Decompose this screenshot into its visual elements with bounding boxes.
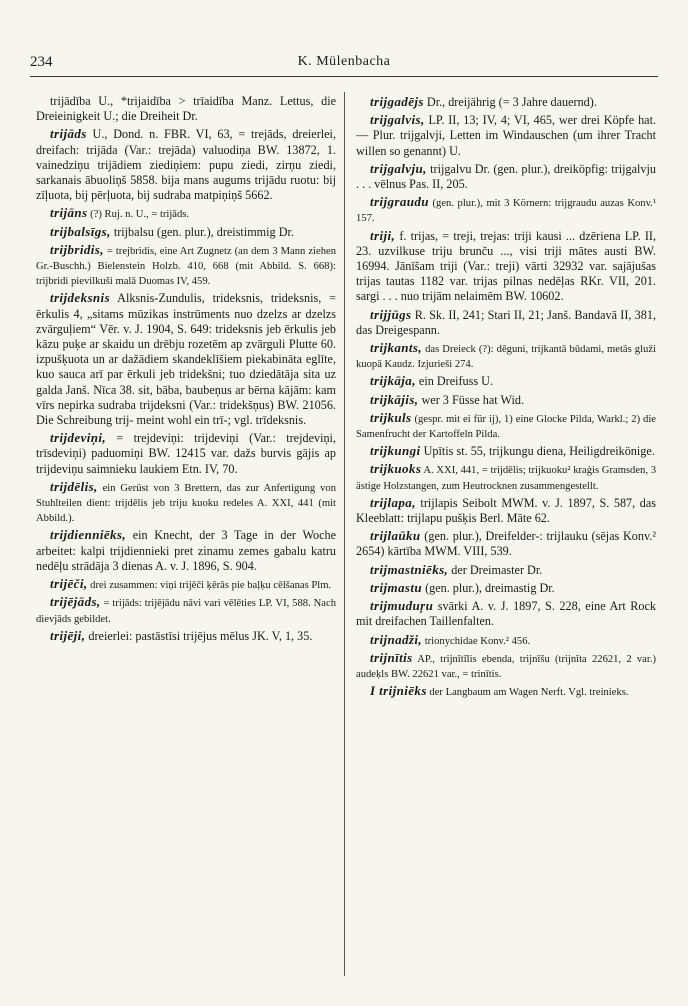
entry-text: (gespr. mit ei für ij), 1) eine Glocke Pilda, Warkl.; 2) die Samenfrucht der Kartoffeln Pilda.	[356, 413, 656, 441]
dictionary-entry	[36, 205, 336, 221]
entry-text: trijbalsu (gen. plur.), dreistimmig Dr.	[110, 224, 294, 239]
entry-text: AP., trijnītīlis ebenda, trijnīšu (trijnīta 22621, 2 var.) audeķls BW. 22621 var., = trinītis.	[356, 653, 656, 680]
right-column	[356, 94, 656, 701]
entry-headword: trijāds	[50, 126, 87, 142]
dictionary-entry	[356, 683, 656, 699]
entry-text: der Langbaum am Wagen Nerft. Vgl. treinieks.	[426, 687, 629, 699]
dictionary-entry	[356, 112, 656, 159]
entry-headword: trijbridis,	[50, 241, 104, 257]
entry-text: trionychidae Konv.² 456.	[422, 635, 531, 647]
dictionary-entry	[356, 392, 656, 408]
dictionary-entry	[356, 495, 656, 526]
entry-text: (gen. plur.), mit 3 Körnern: trijgraudu auzas Konv.¹ 157.	[356, 198, 656, 225]
entry-text: Alksnis-Zundulis, trideksnis, trideksnis, = ērkulis 4, „sitams mūzikas instrūments nuo dzelzs ar dzelzs zvārguļiem“ Vēr. v. J. 1904, S. 649: trideksnis jeb ērkulis jeb kāzu puķe ar skaidu un drēbju rozetēm ap zvārguli Plutte 60. izpušķuota un ar dažādiem skandeklīšiem piekabināta eglīte, kuo sauca arī par ērkuli jeb tridekšni; tuo dziedātāja sita uz galda Janš. Nīca 38. sit, bāba, baubeņus ar bērna kājām: kam vīrs nepirka sudraba trijdeksni (Var.: tridekšņus) BW. 21056. Die Schreibung trij- meint wohl ein trī-; vgl. trīdeksnis.	[36, 291, 336, 428]
entry-headword: I trijniēks	[370, 683, 427, 699]
running-head: K. Mülenbacha	[297, 54, 391, 69]
entry-text: A. XXI, 441, = trijdēlis; trijkuoku² kraģis Gramsden, 3 ästige Holzstangen, zum Heutrocknen zusammengestellt.	[356, 465, 656, 492]
entry-headword: trijbalsīgs,	[50, 223, 111, 239]
entry-text: Upītis st. 55, trijkungu diena, Heiligdreikönige.	[420, 444, 655, 459]
dictionary-entry	[356, 94, 656, 110]
entry-text: f. trijas, = treji, trejas: triji kausi ... dzēriena LP. II, 23. uzvilkuse triju brunču ..., visi triji mātes austi BW. 16994. Jānīšam triji (Var.: treji) vārti 32932 var. sajājušas trijas tautas 1182 var. trijas pilnas nedēļas RKr. VII, 201. sargi . . . nuo trijām nelaimēm BW. 10602.	[356, 228, 656, 304]
dictionary-entry	[36, 628, 336, 644]
entry-text: ein Gerüst von 3 Brettern, das zur Anfertigung von Stuhlteilen dient: trijdēlis jeb triju kuoku redeles A. XXI, 441 (mit Abbild.).	[36, 482, 336, 525]
dictionary-entry	[36, 430, 336, 477]
entry-headword: trijdeviņi,	[50, 430, 107, 446]
dictionary-entry	[356, 340, 656, 371]
column-divider	[344, 92, 345, 976]
entry-headword: trijēči,	[50, 576, 88, 592]
entry-headword: trijkāja,	[370, 373, 416, 389]
entry-text: svārki A. v. J. 1897, S. 228, eine Art Rock mit dreifachen Taillenfalten.	[356, 599, 656, 629]
entry-text: trijgalvu Dr. (gen. plur.), dreiköpfig: trijgalvju . . . vēlnus Pas. II, 205.	[356, 161, 656, 192]
header-rule	[30, 76, 658, 77]
entry-headword: trijēji,	[50, 627, 86, 643]
entry-headword: trijdēlis,	[50, 478, 98, 494]
entry-headword: trijkuls	[370, 409, 412, 425]
entry-text: ein Knecht, der 3 Tage in der Woche arbeitet: kalpi trijdiennieki pret zinamu zemes gabalu katru nedēļu strādāja 3 dienas A. v. J. 1896, S. 904.	[36, 528, 336, 573]
entry-headword: trijdienniēks,	[50, 527, 127, 543]
entry-text: Dr., dreijährig (= 3 Jahre dauernd).	[423, 95, 597, 109]
dictionary-entry	[356, 410, 656, 441]
dictionary-entry	[36, 527, 336, 574]
entry-text: U., Dond. n. FBR. VI, 63, = trejāds, dreierlei, dreifach: trijāda (Var.: trejāda) valuodiņa BW. 13872, 1. vainedziņu trijādiem ziediņiem: pupu ziedi, zirņu ziedi, sarkanais ābuoliņš 5858. bija mans augums trijādu ruotu: bij zīļuota, bij pērļuota, bij sudraba matpiņiņš 5662.	[36, 127, 336, 203]
page-number: 234	[30, 54, 53, 70]
entry-text: das Dreieck (?): dēguni, trijkantā būdami, metās gluži kuopā Kaudz. Izjurieši 274.	[356, 344, 656, 371]
dictionary-entry	[356, 161, 656, 192]
entry-headword: trijdeksnis	[50, 290, 111, 306]
entry-text: drei zusammen: viņi trijēči ķērās pie baļķu cēlšanas Plm.	[87, 580, 332, 592]
entry-headword: trijgalvju,	[370, 160, 427, 176]
dictionary-entry	[356, 443, 656, 459]
entry-headword: triji,	[370, 227, 396, 243]
entry-text: LP. II, 13; IV, 4; VI, 465, wer drei Köpfe hat. — Plur. trijgalvji, Letten im Windauschen (um ihrer Tracht willen so genannt) U.	[356, 113, 656, 158]
dictionary-entry	[36, 290, 336, 428]
entry-headword: trijkājis,	[370, 391, 419, 407]
entry-text: der Dreimaster Dr.	[448, 562, 543, 577]
dictionary-entry	[36, 126, 336, 203]
dictionary-entry	[36, 242, 336, 289]
entry-headword: trijlaūku	[370, 528, 421, 544]
dictionary-entry	[36, 576, 336, 592]
dictionary-entry	[36, 224, 336, 240]
dictionary-entry	[356, 562, 656, 578]
dictionary-entry	[356, 528, 656, 559]
entry-headword: trijkants,	[370, 340, 423, 356]
entry-text: trijādība U., *trijaidība > trīaidība Manz. Lettus, die Dreieinigkeit U.; die Dreiheit Dr.	[36, 94, 336, 124]
entry-headword: trijjūgs	[370, 306, 412, 322]
entry-headword: trijējāds,	[50, 594, 101, 610]
entry-text: (?) Ruj. n. U., = trijāds.	[87, 209, 190, 221]
dictionary-entry	[356, 580, 656, 596]
entry-text: wer 3 Füsse hat Wid.	[418, 392, 525, 407]
entry-headword: trijgraudu	[370, 194, 429, 210]
dictionary-entry	[356, 632, 656, 648]
entry-headword: trijmastu	[370, 579, 423, 595]
entry-headword: trijkungi	[370, 443, 421, 459]
entry-headword: trijlapa,	[370, 494, 416, 510]
entry-headword: trijgadējs	[370, 94, 424, 109]
dictionary-entry	[356, 650, 656, 681]
dictionary-entry	[36, 94, 336, 124]
dictionary-entry	[36, 594, 336, 625]
entry-text: = trejbridis, eine Art Zugnetz (an dem 3 Mann ziehen Gr.-Buschh.) Bielenstein Holzb. 410, 668 (mit Abbild. S. 668): trijbridi pievilkuši malā Duomas IV, 459.	[36, 245, 336, 288]
entry-headword: trijāns	[50, 205, 88, 221]
dictionary-entry	[356, 194, 656, 225]
page-header	[30, 54, 658, 76]
entry-text: (gen. plur.), Dreifelder-: trijlauku (sējas Konv.² 2654) kārtība MWM. VIII, 539.	[356, 529, 656, 559]
dictionary-entry	[356, 228, 656, 305]
entry-headword: trijmuduŗu	[370, 598, 434, 614]
entry-headword: trijkuoks	[370, 461, 422, 477]
entry-headword: trijnītis	[370, 649, 413, 665]
left-column	[36, 94, 336, 646]
dictionary-entry	[36, 479, 336, 526]
entry-text: = trijāds: trijējādu nāvi vari vēlēties LP. VI, 588. Nach dievjāds gebildet.	[36, 598, 336, 625]
entry-text: trijlapis Seibolt MWM. v. J. 1897, S. 587, das Kleeblatt: trijlapu pušķis Berl. Māte 62.	[356, 495, 656, 526]
entry-text: (gen. plur.), dreimastig Dr.	[422, 580, 555, 595]
entry-text: = trejdeviņi: trijdeviņi (Var.: trejdeviņi, trīsdeviņi) paduomiņi BW. 12415 var. dažs burvis gājis ap trijdeviņu saimnieku laukiem Etn. IV, 70.	[36, 431, 336, 476]
entry-text: R. Sk. II, 241; Stari II, 21; Janš. Bandavā II, 381, das Dreigespann.	[356, 307, 656, 337]
entry-headword: trijnadži,	[370, 631, 423, 647]
dictionary-entry	[356, 307, 656, 338]
entry-text: ein Dreifuss U.	[415, 374, 494, 389]
dictionary-entry	[356, 373, 656, 389]
entry-text: dreierlei: pastāstīsi trijējus mēlus JK. V, 1, 35.	[85, 628, 313, 643]
dictionary-entry	[356, 598, 656, 629]
entry-headword: trijmastniēks,	[370, 561, 449, 577]
dictionary-entry	[356, 461, 656, 492]
entry-headword: trijgalvis,	[370, 112, 425, 128]
